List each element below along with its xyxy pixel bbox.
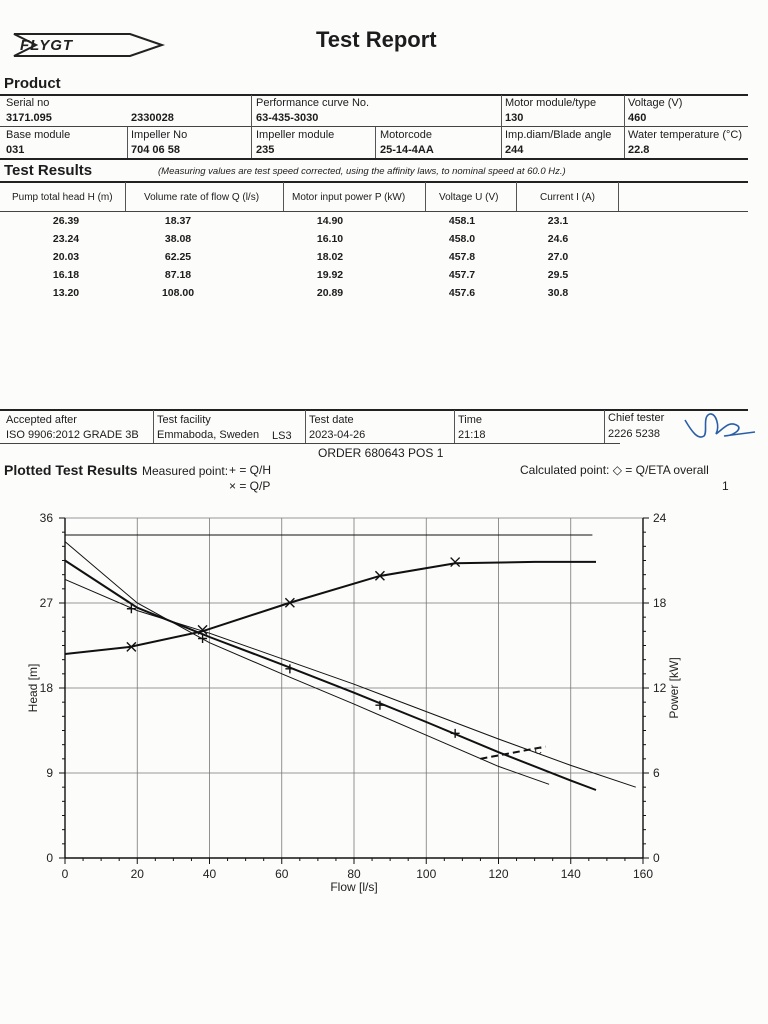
voltage-value: 460: [628, 112, 647, 124]
y-tick-label-left: 9: [46, 766, 53, 780]
results-cell: 87.18: [164, 269, 192, 281]
results-cell: 13.20: [52, 287, 80, 299]
chief-tester-label: Chief tester: [608, 412, 665, 424]
pump-curve-chart: [0, 498, 768, 908]
x-tick-label: 120: [488, 867, 509, 881]
test-facility-value: Emmaboda, Sweden: [157, 429, 260, 441]
results-cell: 16.18: [52, 269, 80, 281]
impeller-module-value: 235: [256, 144, 275, 156]
chief-tester-value: 2226 5238: [608, 428, 660, 440]
results-cell: 16.10: [316, 233, 344, 245]
results-cell: 26.39: [52, 215, 80, 227]
test-facility-label: Test facility: [157, 414, 211, 426]
serial-no-value: 3171.095: [6, 112, 52, 124]
chart-grid: [65, 518, 643, 858]
x-tick-label: 140: [560, 867, 581, 881]
base-module-value: 031: [6, 144, 25, 156]
motorcode-value: 25-14-4AA: [380, 144, 434, 156]
results-cell: 20.89: [316, 287, 344, 299]
col-head: Pump total head H (m): [12, 192, 113, 203]
test-stand-value: LS3: [272, 430, 292, 442]
x-tick-label: 80: [347, 867, 361, 881]
y-tick-label-left: 18: [39, 681, 53, 695]
results-cell: 23.24: [52, 233, 80, 245]
y-tick-label-right: 6: [653, 766, 660, 780]
motorcode-label: Motorcode: [380, 129, 432, 141]
results-cell: 23.1: [547, 215, 569, 227]
results-cell: 27.0: [547, 251, 569, 263]
y-axis-title-left: Head [m]: [26, 663, 40, 713]
y-tick-label-left: 36: [39, 511, 53, 525]
test-date-value: 2023-04-26: [309, 429, 366, 441]
results-cell: 457.8: [448, 251, 476, 263]
performance-curve-value: 63-435-3030: [256, 112, 319, 124]
chart-series: [65, 535, 636, 790]
results-cell: 29.5: [547, 269, 569, 281]
motor-module-label: Motor module/type: [505, 97, 597, 109]
results-cell: 457.7: [448, 269, 476, 281]
results-cell: 108.00: [161, 287, 195, 299]
signature: [680, 406, 760, 446]
water-temp-value: 22.8: [628, 144, 650, 156]
x-axis-title: Flow [l/s]: [330, 880, 378, 894]
time-label: Time: [458, 414, 483, 426]
time-value: 21:18: [458, 429, 486, 441]
col-power: Motor input power P (kW): [292, 192, 406, 203]
x-tick-label: 60: [275, 867, 289, 881]
results-cell: 18.02: [316, 251, 344, 263]
col-voltage: Voltage U (V): [439, 192, 499, 203]
voltage-label: Voltage (V): [628, 97, 683, 109]
results-cell: 18.37: [164, 215, 192, 227]
results-cell: 62.25: [164, 251, 192, 263]
calculated-label: Calculated point: ◇ = Q/ETA overall: [520, 463, 709, 477]
accepted-after-label: Accepted after: [6, 414, 77, 426]
serial-no-label: Serial no: [6, 97, 50, 109]
accepted-after-value: ISO 9906:2012 GRADE 3B: [6, 429, 139, 441]
y-tick-label-right: 18: [653, 596, 667, 610]
impeller-no-value: 704 06 58: [131, 144, 180, 156]
measured-label: Measured point:: [142, 464, 229, 478]
results-cell: 457.6: [448, 287, 476, 299]
chart-labels: [26, 511, 681, 894]
base-module-label: Base module: [6, 129, 71, 141]
x-tick-label: 100: [416, 867, 437, 881]
y-axis-title-right: Power [kW]: [667, 657, 681, 719]
x-tick-label: 160: [632, 867, 654, 881]
test-date-label: Test date: [309, 414, 354, 426]
plot-heading: Plotted Test Results: [4, 462, 138, 478]
impeller-no-label: Impeller No: [131, 129, 188, 141]
serial-no-value-2: 2330028: [131, 112, 174, 124]
series-power_curve: [65, 562, 596, 654]
results-cell: 458.1: [448, 215, 476, 227]
results-cell: 38.08: [164, 233, 192, 245]
measured-qp: × = Q/P: [229, 479, 271, 493]
results-cell: 14.90: [316, 215, 344, 227]
page-marker: 1: [722, 479, 729, 493]
x-tick-label: 20: [130, 867, 144, 881]
y-tick-label-right: 0: [653, 851, 660, 865]
y-tick-label-right: 12: [653, 681, 667, 695]
x-tick-label: 0: [61, 867, 69, 881]
col-current: Current I (A): [540, 192, 596, 203]
measured-qh: + = Q/H: [229, 463, 272, 477]
page-title: Test Report: [316, 27, 437, 52]
flygt-logo: [12, 28, 167, 62]
y-tick-label-right: 24: [653, 511, 667, 525]
annotation: C: [534, 746, 542, 758]
results-cell: 20.03: [52, 251, 80, 263]
results-cell: 30.8: [547, 287, 569, 299]
col-flow: Volume rate of flow Q (l/s): [144, 192, 260, 203]
results-cell: 24.6: [547, 233, 569, 245]
series-head_curve: [65, 561, 596, 791]
water-temp-label: Water temperature (°C): [628, 129, 743, 141]
impeller-module-label: Impeller module: [256, 129, 335, 141]
results-cell: 458.0: [448, 233, 476, 245]
imp-diam-label: Imp.diam/Blade angle: [505, 129, 612, 141]
test-results-note: (Measuring values are test speed corrected, using the affinity laws, to nominal speed at 60.0 Hz.): [158, 166, 566, 177]
product-heading: Product: [4, 75, 61, 92]
y-tick-label-left: 27: [39, 596, 53, 610]
x-tick-label: 40: [202, 867, 217, 881]
qp-point: [451, 558, 460, 567]
y-tick-label-left: 0: [46, 851, 53, 865]
results-cell: 19.92: [316, 269, 344, 281]
test-results-heading: Test Results: [4, 162, 93, 179]
chart-markers: [127, 558, 460, 738]
qh-point: [451, 729, 460, 738]
motor-module-value: 130: [505, 112, 524, 124]
performance-curve-label: Performance curve No.: [256, 97, 370, 109]
imp-diam-value: 244: [505, 144, 524, 156]
order-number: ORDER 680643 POS 1: [318, 446, 444, 460]
logo-text: FLYGT: [20, 37, 74, 54]
